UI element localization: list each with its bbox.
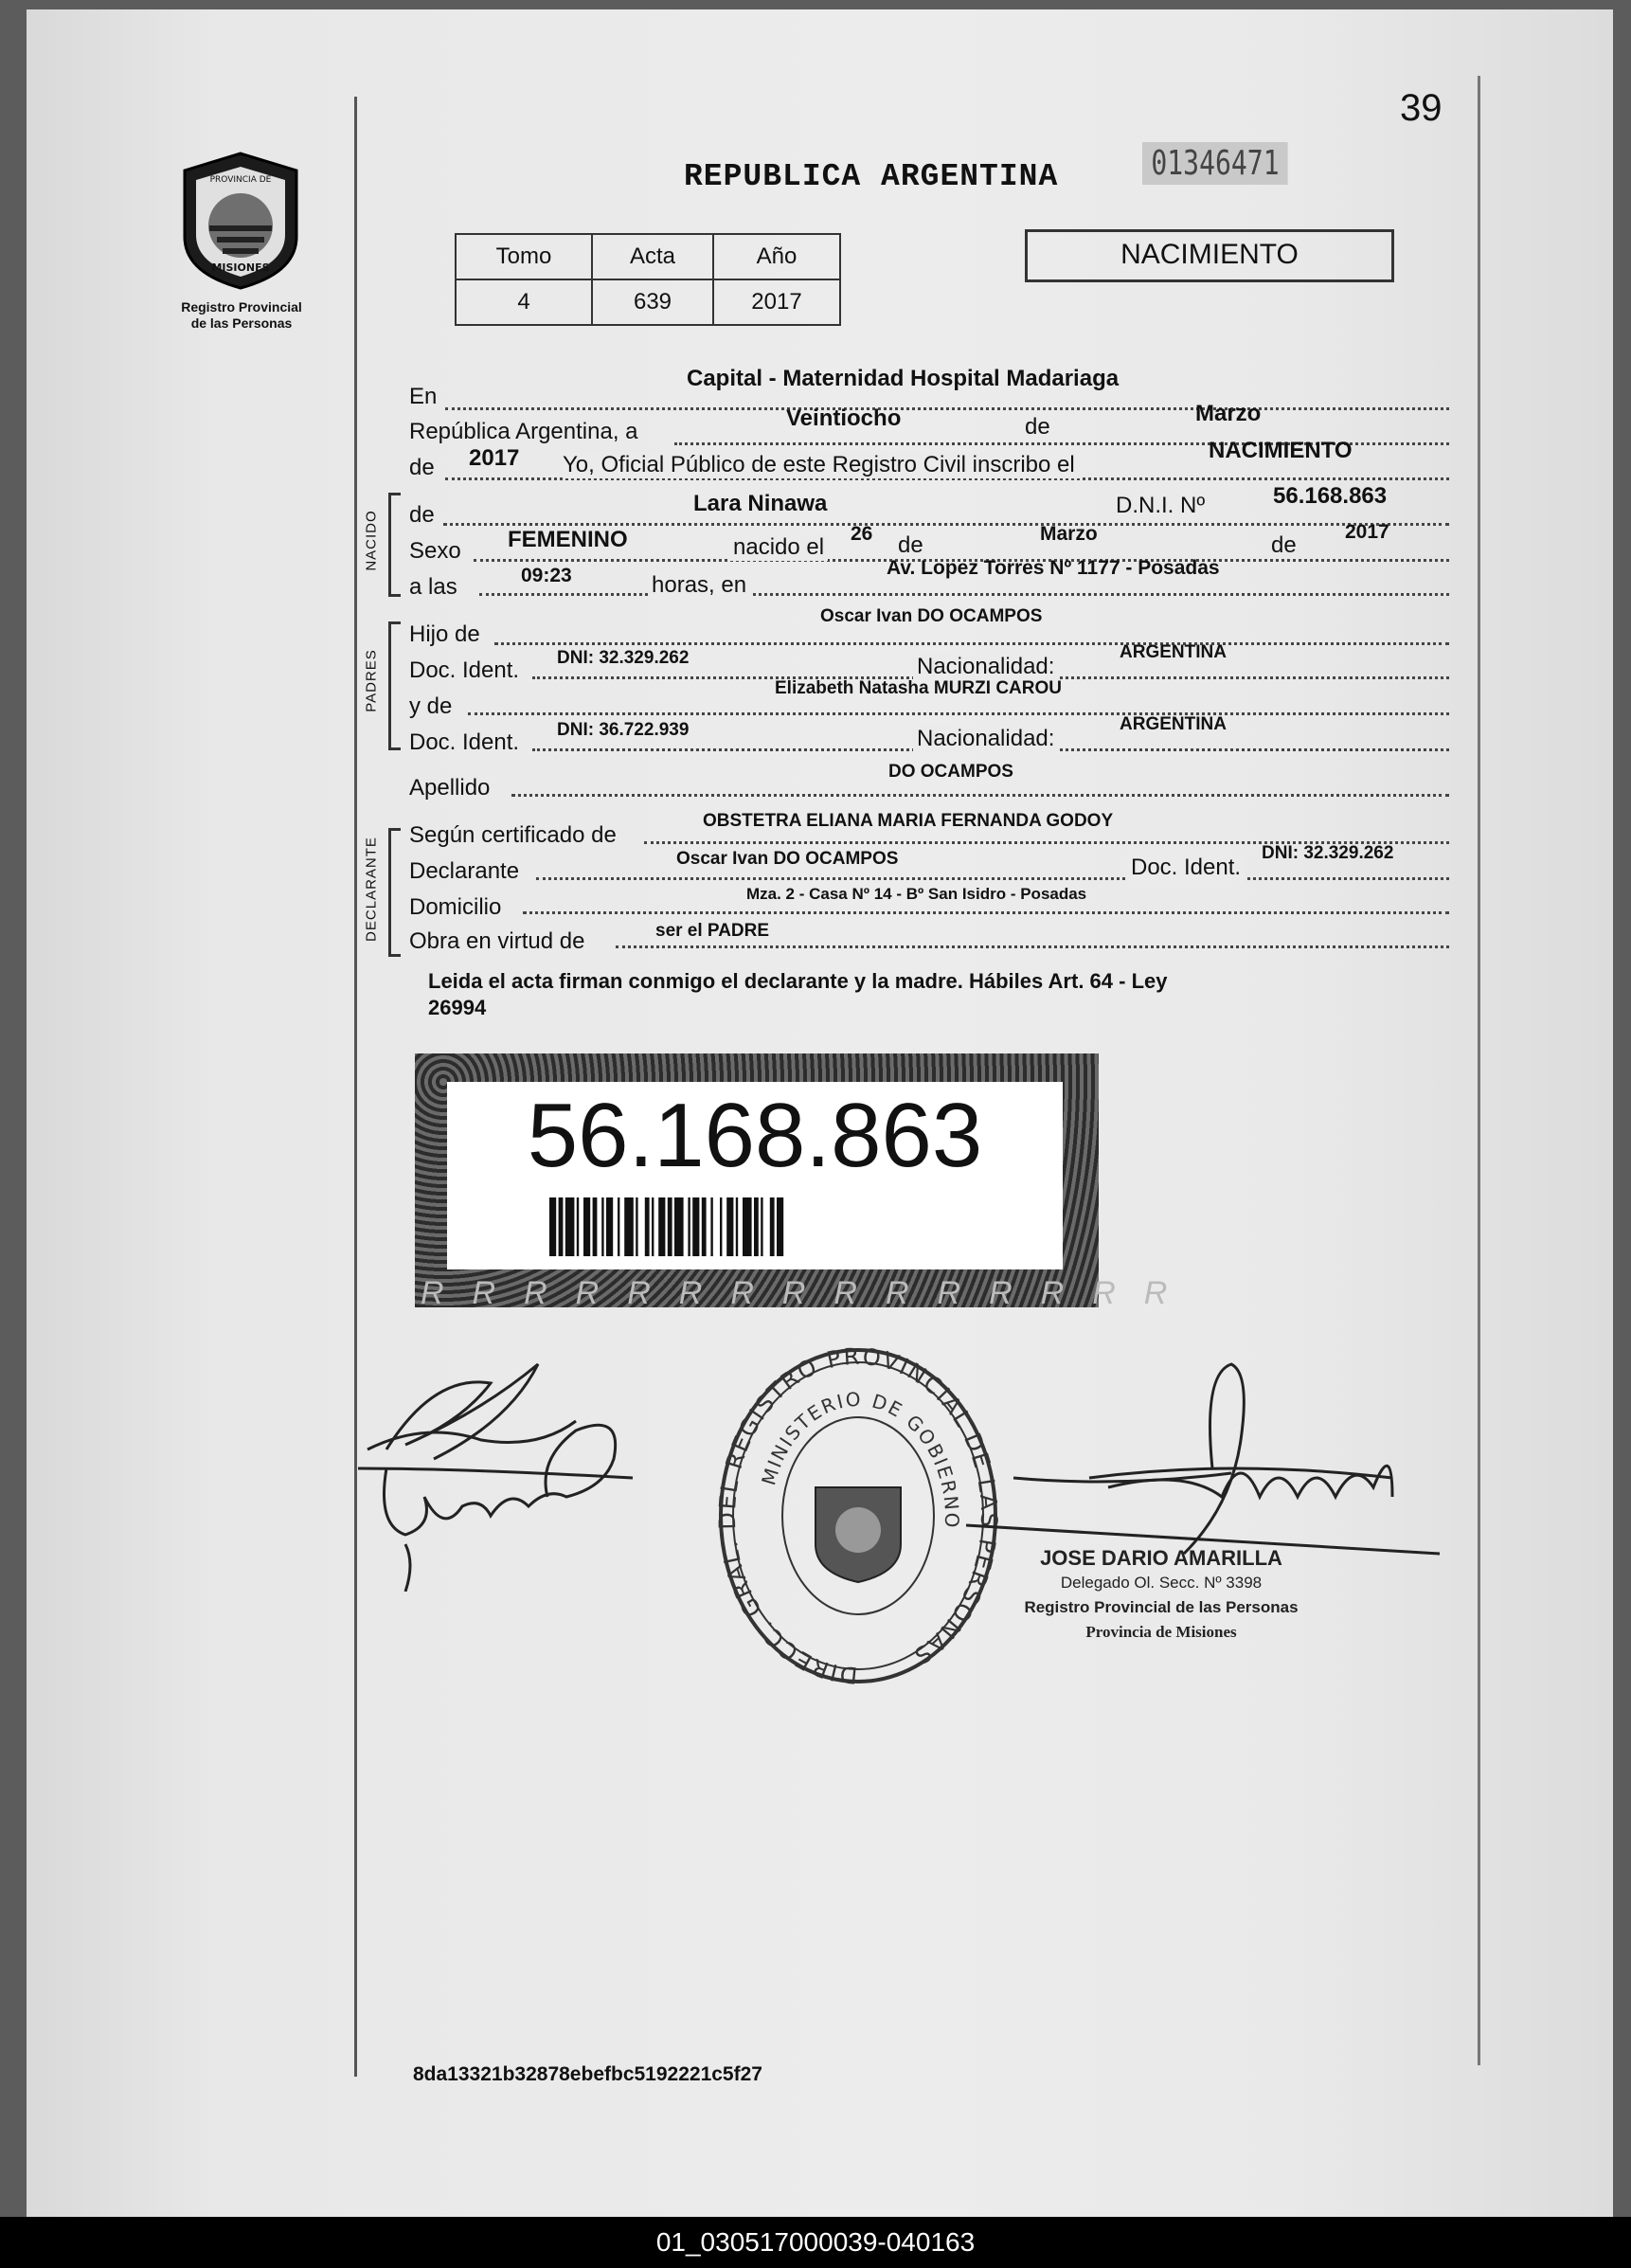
officer-name: JOSE DARIO AMARILLA <box>1040 1546 1282 1570</box>
birth-day-value: 26 <box>851 523 873 545</box>
nacido-de-label: de <box>409 502 435 528</box>
de-label: de <box>1025 414 1050 440</box>
declarante-section-label: DECLARANTE <box>363 837 380 942</box>
tomo-value: 4 <box>456 279 592 325</box>
year-value: 2017 <box>469 445 520 471</box>
registry-table <box>455 233 841 326</box>
barcode-bar <box>658 1197 665 1256</box>
nacido-bracket <box>388 493 401 597</box>
province-seal-logo <box>175 150 306 292</box>
barcode-bar <box>674 1197 684 1256</box>
sexo-label: Sexo <box>409 538 461 564</box>
serial-number: 01346471 <box>1142 142 1288 185</box>
declarante-doc-value: DNI: 32.329.262 <box>1262 843 1394 863</box>
logo-caption-line2: de las Personas <box>190 315 293 331</box>
left-margin-line <box>354 97 357 2077</box>
dotted-line <box>443 523 1449 526</box>
nacido-el-label: nacido el <box>729 534 828 561</box>
father-doc-label: Doc. Ident. <box>409 657 520 683</box>
obra-value: ser el PADRE <box>655 921 770 941</box>
horas-label: horas, en <box>648 572 750 599</box>
mother-doc-label: Doc. Ident. <box>409 729 520 755</box>
mother-name-value: Elizabeth Natasha MURZI CAROU <box>775 678 1062 698</box>
mother-nationality-value: ARGENTINA <box>1120 714 1227 734</box>
a-las-label: a las <box>409 574 457 600</box>
closing-note-line1: Leida el acta firman conmigo el declarante y la madre. Hábiles Art. 64 - Ley <box>428 969 1168 993</box>
dotted-line <box>445 407 1449 410</box>
dotted-line <box>479 593 1449 596</box>
padres-bracket <box>388 621 401 750</box>
place-value: Capital - Maternidad Hospital Madariaga <box>687 366 1120 391</box>
officer-stamp <box>1000 1546 1322 1645</box>
republica-label: República Argentina, a <box>409 419 638 444</box>
domicilio-label: Domicilio <box>409 894 502 920</box>
barcode-bar <box>636 1197 637 1256</box>
domicilio-value: Mza. 2 - Casa Nº 14 - Bº San Isidro - Posadas <box>746 885 1087 903</box>
dni-label: D.N.I. Nº <box>1116 493 1206 518</box>
day-words-value: Veintiocho <box>786 405 902 431</box>
barcode <box>549 1197 962 1256</box>
dotted-line <box>523 911 1449 914</box>
barcode-bar <box>577 1197 579 1256</box>
barcode-bar <box>593 1197 598 1256</box>
tomo-header: Tomo <box>456 234 592 279</box>
father-doc-value: DNI: 32.329.262 <box>557 648 690 668</box>
apellido-label: Apellido <box>409 775 491 801</box>
hijo-de-label: Hijo de <box>409 621 480 647</box>
father-name-value: Oscar Ivan DO OCAMPOS <box>820 606 1043 626</box>
barcode-bar <box>702 1197 707 1256</box>
barcode-bar <box>559 1197 564 1256</box>
child-dni-value: 56.168.863 <box>1273 483 1388 509</box>
month-value: Marzo <box>1195 401 1262 426</box>
nacionalidad-label: Nacionalidad: <box>913 654 1058 680</box>
declarante-label: Declarante <box>409 858 520 884</box>
logo-caption <box>142 299 341 332</box>
closing-note-line2: 26994 <box>428 996 487 1019</box>
barcode-bar <box>624 1197 634 1256</box>
barcode-bar <box>652 1197 654 1256</box>
acta-header: Acta <box>592 234 713 279</box>
birth-place-value: Av. Lopez Torres Nº 1177 - Posadas <box>887 557 1220 579</box>
logo-caption-line1: Registro Provincial <box>181 299 302 315</box>
officer-province: Provincia de Misiones <box>1085 1623 1237 1641</box>
barcode-bar <box>726 1197 733 1256</box>
footer-id: 01_030517000039-040163 <box>0 2217 1631 2268</box>
seal-outer-text: DIRECC. GRAL. DEL REGISTRO PROVINCIAL DE LAS PERSONAS <box>716 1345 1000 1686</box>
nacionalidad-label-2: Nacionalidad: <box>913 726 1058 752</box>
dni-barcode-label <box>415 1053 1196 1311</box>
barcode-bar <box>770 1197 775 1256</box>
barcode-bar <box>583 1197 590 1256</box>
officer-role: Delegado Ol. Secc. Nº 3398 <box>1060 1574 1263 1592</box>
barcode-bar <box>710 1197 712 1256</box>
dotted-line <box>494 642 1449 645</box>
de-label-2: de <box>409 455 435 480</box>
dotted-line <box>616 945 1449 948</box>
y-de-label: y de <box>409 693 453 719</box>
event-value: NACIMIENTO <box>1209 438 1353 463</box>
birth-year-value: 2017 <box>1345 521 1389 543</box>
seal-inner-text: MINISTERIO DE GOBIERNO <box>757 1387 964 1530</box>
barcode-bar <box>606 1197 613 1256</box>
sexo-value: FEMENINO <box>508 527 628 552</box>
barcode-bar <box>645 1197 650 1256</box>
apellido-value: DO OCAMPOS <box>888 762 1013 782</box>
declarant-signature <box>349 1307 652 1592</box>
dni-label-number: 56.168.863 <box>527 1085 983 1186</box>
barcode-bar <box>688 1197 690 1256</box>
barcode-bar <box>743 1197 752 1256</box>
document-type-box: NACIMIENTO <box>1025 229 1394 282</box>
page-number: 39 <box>1400 87 1443 129</box>
acta-value: 639 <box>592 279 713 325</box>
dotted-line <box>468 712 1449 715</box>
barcode-bar <box>565 1197 575 1256</box>
anio-value: 2017 <box>713 279 840 325</box>
father-nationality-value: ARGENTINA <box>1120 642 1227 662</box>
barcode-bar <box>692 1197 699 1256</box>
dni-label-inner <box>447 1082 1063 1269</box>
en-label: En <box>409 384 438 409</box>
document-hash: 8da13321b32878ebefbc5192221c5f27 <box>413 2063 762 2085</box>
child-name-value: Lara Ninawa <box>693 491 828 516</box>
obra-label: Obra en virtud de <box>409 928 585 954</box>
anio-header: Año <box>713 234 840 279</box>
birth-month-value: Marzo <box>1040 523 1098 545</box>
seal-text-top: PROVINCIA DE <box>209 175 272 185</box>
closing-note <box>428 968 1461 1021</box>
dotted-line <box>511 794 1449 797</box>
pattern-letters: RRRRRRRRRRRRRRR <box>421 1275 1196 1311</box>
birth-de-label: de <box>898 532 923 558</box>
country-title: REPUBLICA ARGENTINA <box>684 159 1059 194</box>
declarante-doc-label: Doc. Ident. <box>1127 855 1245 881</box>
barcode-bar <box>720 1197 722 1256</box>
declarante-value: Oscar Ivan DO OCAMPOS <box>676 849 899 869</box>
barcode-bar <box>668 1197 672 1256</box>
declarante-bracket <box>388 828 401 957</box>
nacido-section-label: NACIDO <box>363 510 380 571</box>
barcode-bar <box>736 1197 738 1256</box>
time-value: 09:23 <box>521 565 572 586</box>
dotted-line <box>536 877 1449 880</box>
officer-signature <box>947 1355 1459 1573</box>
barcode-bar <box>761 1197 762 1256</box>
officer-office: Registro Provincial de las Personas <box>1024 1598 1299 1616</box>
barcode-bar <box>754 1197 759 1256</box>
officer-text: Yo, Oficial Público de este Registro Civil inscribo el <box>563 452 1081 478</box>
mother-doc-value: DNI: 36.722.939 <box>557 720 690 740</box>
seal-text-bottom: MISIONES <box>211 261 270 274</box>
certificado-label: Según certificado de <box>409 822 617 848</box>
right-margin-line <box>1478 76 1480 2065</box>
barcode-bar <box>549 1197 556 1256</box>
birth-de-label-2: de <box>1271 532 1297 558</box>
barcode-bar <box>777 1197 783 1256</box>
certificado-value: OBSTETRA ELIANA MARIA FERNANDA GODOY <box>703 811 1114 831</box>
barcode-bar <box>601 1197 603 1256</box>
barcode-bar <box>618 1197 619 1256</box>
padres-section-label: PADRES <box>363 649 380 712</box>
